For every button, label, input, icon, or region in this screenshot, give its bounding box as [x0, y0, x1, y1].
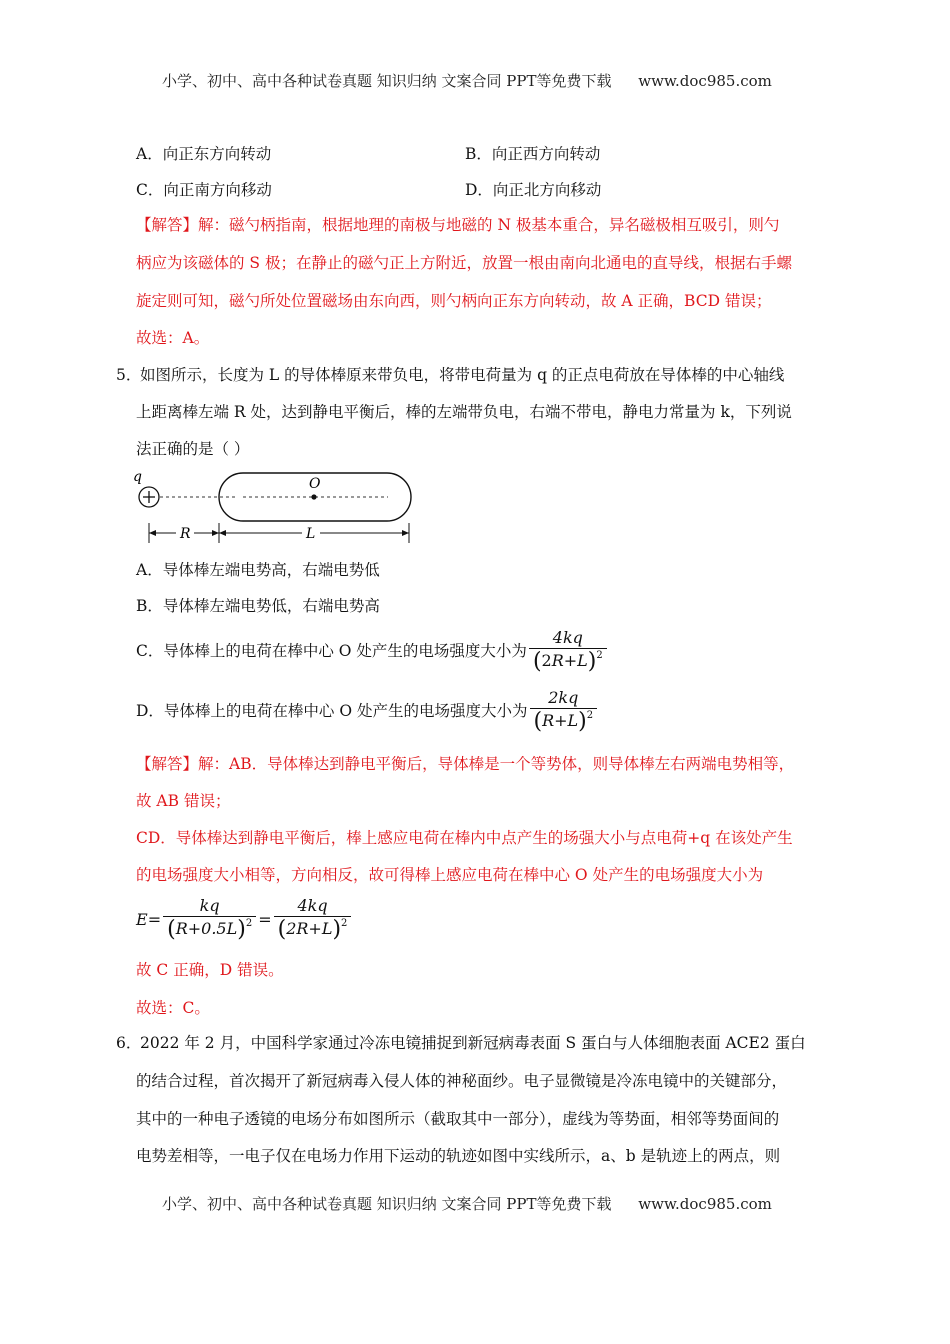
eq-equals-2: =: [258, 909, 272, 929]
q5-answer-line-6: 故选：C。: [136, 999, 210, 1017]
arrow-r-left: [149, 530, 156, 536]
q5-option-d-text: D．导体棒上的电荷在棒中心 O 处产生的电场强度大小为: [136, 701, 528, 720]
center-o-dot: [311, 494, 316, 499]
q5-option-d-fraction: [530, 690, 598, 733]
frac-d-numerator: 2kq: [548, 688, 579, 707]
eq-den-2: $(2R+L)^2$: [274, 916, 352, 941]
frac-c-numerator: 4kq: [552, 628, 583, 647]
q5-number: 5．: [116, 366, 142, 384]
q4-answer-line-3: 旋定则可知，磁勺所处位置磁场由东向西，则勺柄向正东方向转动，故 A 正确，BCD 错误；: [136, 292, 772, 310]
q6-line-2: 的结合过程，首次揭开了新冠病毒入侵人体的神秘面纱。电子显微镜是冷冻电镜中的关键部分，: [136, 1072, 788, 1090]
q5-figure: [130, 468, 430, 548]
q5-answer-line-5: 故 C 正确，D 错误。: [136, 961, 284, 979]
eq-e: E: [136, 909, 148, 929]
footer-site: www.doc985.com: [638, 1195, 772, 1213]
q4-option-c: C．向正南方向移动: [136, 181, 272, 199]
q5-stem-line-3: 法正确的是（ ）: [136, 440, 250, 458]
eq-equals-1: =: [147, 909, 162, 929]
q4-answer-tag: 【解答】: [136, 216, 199, 234]
eq-num-2: 4kq: [297, 896, 328, 915]
eq-num-1: kq: [199, 896, 220, 915]
arrow-l-right: [402, 530, 409, 536]
q6-line-4: 电势差相等，一电子仅在电场力作用下运动的轨迹如图中实线所示，a、b 是轨迹上的两点，则: [136, 1147, 781, 1165]
q4-answer-line-2: 柄应为该磁体的 S 极；在静止的磁勺正上方附近，放置一根由南向北通电的直导线，根据右手螺: [136, 254, 792, 272]
page-header: [162, 70, 772, 91]
q5-stem-line-1: 如图所示，长度为 L 的导体棒原来带负电，将带电荷量为 q 的正点电荷放在导体棒的中心轴线: [140, 366, 785, 384]
q5-answer-line-3: CD．导体棒达到静电平衡后，棒上感应电荷在棒内中点产生的场强大小与点电荷+q 在该处产生: [136, 829, 793, 847]
q4-option-a: A．向正东方向转动: [136, 145, 272, 163]
fig-l-label: L: [306, 526, 316, 542]
q4-answer-line-1: [136, 218, 779, 234]
footer-text: 小学、初中、高中各种试卷真题 知识归纳 文案合同 PPT等免费下载: [162, 1195, 612, 1213]
q6-line-3: 其中的一种电子透镜的电场分布如图所示（截取其中一部分），虚线为等势面，相邻等势面间的: [136, 1110, 780, 1128]
frac-c-denominator: $(2R+L)^2$: [529, 648, 607, 673]
q6-number: 6．: [116, 1034, 142, 1052]
page-footer: [162, 1193, 772, 1214]
q5-equation: [136, 898, 353, 941]
arrow-r-right: [212, 530, 219, 536]
fig-r-label: R: [180, 526, 191, 542]
q5-answer-line-1: [136, 757, 794, 773]
q5-answer-line-4: 的电场强度大小相等，方向相反，故可得棒上感应电荷在棒中心 O 处产生的电场强度大小为: [136, 866, 764, 884]
q4-answer-text-1: 解：磁勺柄指南，根据地理的南极与地磁的 N 极基本重合，异名磁极相互吸引，则勺: [198, 216, 780, 234]
q5-stem-line-2: 上距离棒左端 R 处，达到静电平衡后，棒的左端带负电，右端不带电，静电力常量为 k，下列说: [136, 403, 792, 421]
q5-option-c: [136, 630, 609, 673]
q5-answer-line-2: 故 AB 错误；: [136, 792, 231, 810]
q5-option-c-text: C．导体棒上的电荷在棒中心 O 处产生的电场强度大小为: [136, 641, 527, 660]
q5-option-a: A．导体棒左端电势高，右端电势低: [136, 561, 380, 579]
q4-answer-line-4: 故选：A。: [136, 329, 210, 347]
header-site: www.doc985.com: [638, 72, 772, 90]
q6-line-1: 2022 年 2 月，中国科学家通过冷冻电镜捕捉到新冠病毒表面 S 蛋白与人体细胞表面 ACE2 蛋白: [140, 1034, 806, 1052]
q4-option-b: B．向正西方向转动: [465, 145, 601, 163]
q5-option-b: B．导体棒左端电势低，右端电势高: [136, 597, 380, 615]
q5-answer-text-1: 解：AB．导体棒达到静电平衡后，导体棒是一个等势体，则导体棒左右两端电势相等，: [198, 755, 795, 773]
arrow-l-left: [219, 530, 226, 536]
fig-o-label: O: [309, 476, 321, 492]
q5-answer-tag: 【解答】: [136, 755, 199, 773]
eq-fraction-1: [163, 898, 256, 941]
header-text: 小学、初中、高中各种试卷真题 知识归纳 文案合同 PPT等免费下载: [162, 72, 612, 90]
fig-q-label: q: [133, 469, 142, 485]
eq-fraction-2: [274, 898, 352, 941]
q4-option-d: D．向正北方向移动: [465, 181, 602, 199]
q5-option-d: [136, 690, 599, 733]
frac-d-denominator: $(R+L)^2$: [530, 708, 598, 733]
eq-den-1: $(R+0.5L)^2$: [163, 916, 256, 941]
q5-option-c-fraction: [529, 630, 607, 673]
